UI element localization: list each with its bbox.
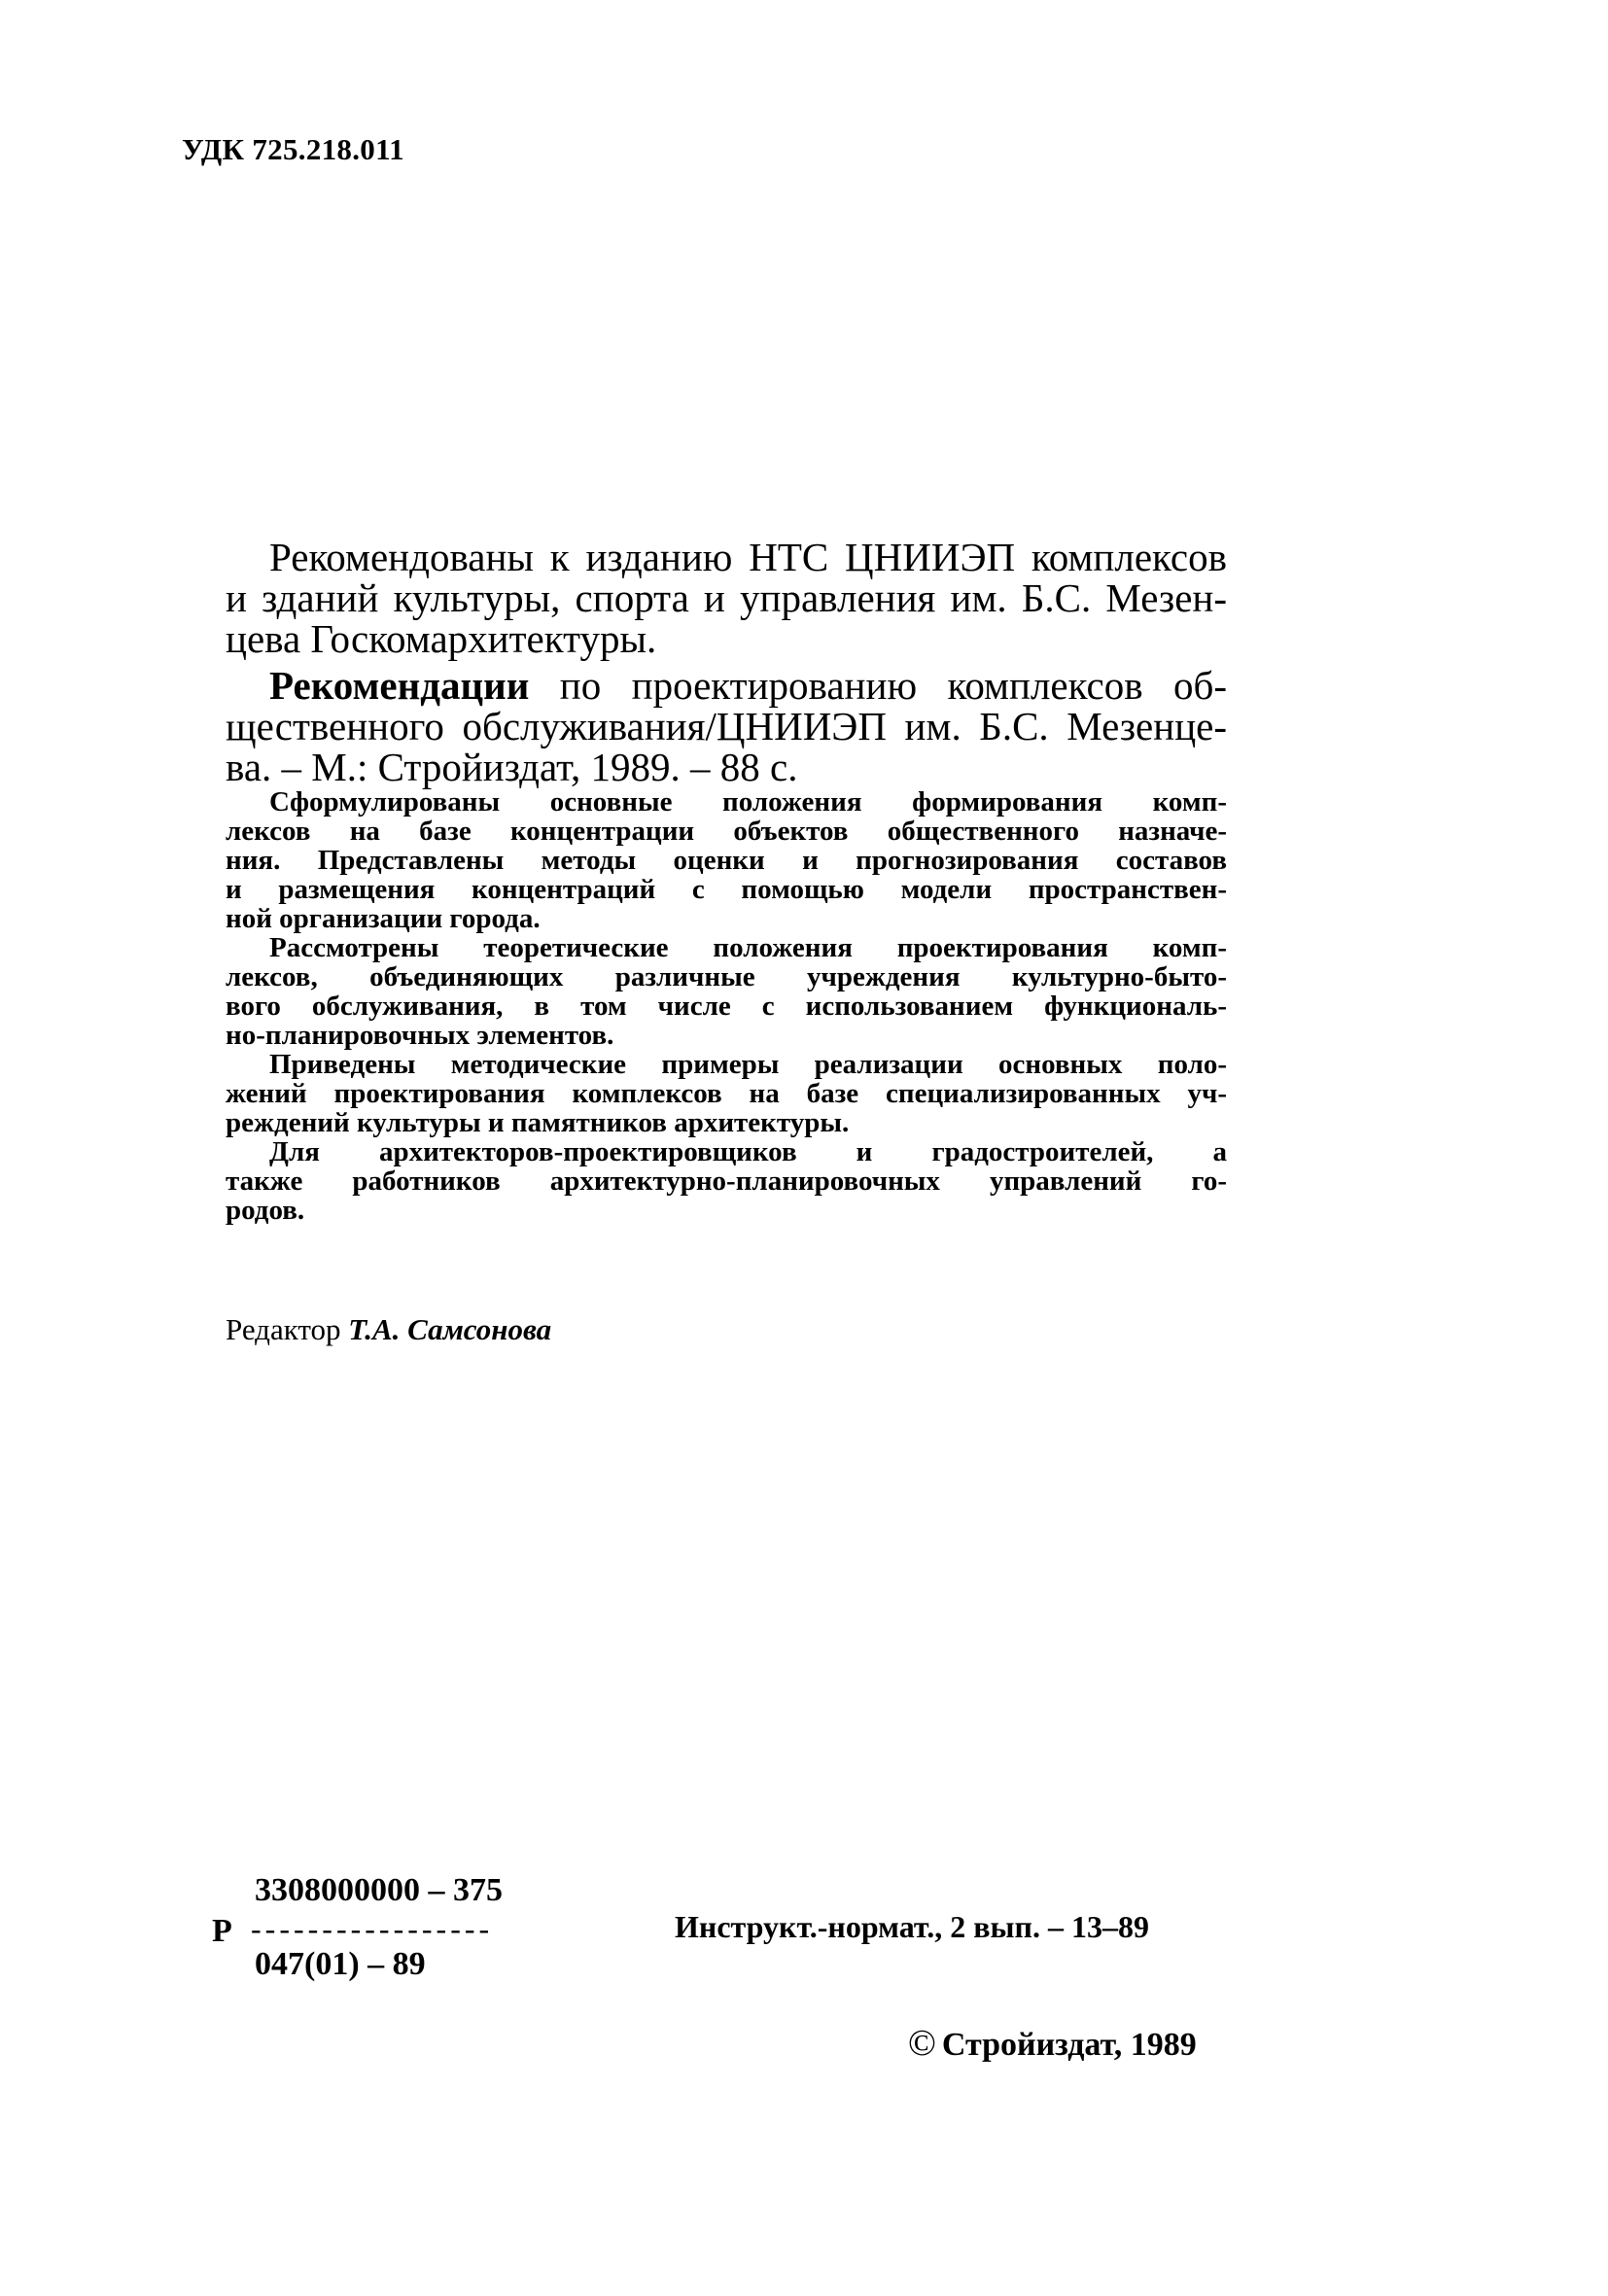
index-code-numerator: 3308000000 – 375 [255,1872,503,1908]
abstract-line: также работников архитектурно-планировочных управлений го- [226,1165,1227,1197]
abstract-line: Сформулированы основные положения формирования комп- [269,786,1227,818]
bibliographic-citation [226,665,1227,787]
abstract-line: лексов на базе концентрации объектов общественного назначе- [226,816,1227,847]
abstract-paragraph [226,1137,1227,1225]
citation-line: ва. – М.: Стройиздат, 1989. – 88 с. [226,745,798,789]
abstract-line: лексов, объединяющих различные учреждения культурно-быто- [226,961,1227,992]
editor-label: Редактор [226,1312,341,1346]
publication-recommendation [226,537,1227,659]
abstract-line: Для архитекторов-проектировщиков и градостроителей, а [269,1136,1227,1167]
abstract-paragraph [226,1050,1227,1137]
recommendation-line: цева Госкомархитектуры. [226,616,657,661]
abstract-paragraph [226,787,1227,933]
editor-credit [226,1312,551,1347]
index-code-fraction-line: ----------------- [251,1911,494,1946]
citation-line [226,665,1227,706]
index-code-letter: Р [212,1913,232,1949]
abstract-line: Рассмотрены теоретические положения проектирования комп- [269,932,1227,963]
editor-name: Т.А. Самсонова [348,1312,552,1346]
citation-title: Рекомендации [269,663,530,708]
udk-code: УДК 725.218.011 [182,132,404,166]
copyright-notice [908,2022,1197,2065]
abstract-line: Приведены методические примеры реализации основных поло- [269,1049,1227,1080]
citation-text: по проектированию комплексов об- [529,663,1227,708]
abstract-line: родов. [226,1195,305,1226]
recommendation-line: Рекомендованы к изданию НТС ЦНИИЭП комплексов [269,535,1227,579]
index-code-publication-plan: Инструкт.-нормат., 2 вып. – 13–89 [675,1909,1149,1944]
recommendation-line: и зданий культуры, спорта и управления им. Б.С. Мезен- [226,575,1227,620]
abstract-line: но-планировочных элементов. [226,1020,614,1051]
abstract-line: и размещения концентраций с помощью модели пространствен- [226,874,1227,905]
abstract-line: вого обслуживания, в том числе с использованием функциональ- [226,991,1227,1022]
index-code-denominator: 047(01) – 89 [255,1946,426,1982]
copyright-text: Стройиздат, 1989 [941,2027,1197,2063]
abstract-line: ния. Представлены методы оценки и прогнозирования составов [226,845,1227,876]
abstract-line: ной организации города. [226,903,541,934]
abstract [226,787,1227,1225]
abstract-paragraph [226,933,1227,1050]
citation-line: щественного обслуживания/ЦНИИЭП им. Б.С. Мезенце- [226,704,1227,748]
abstract-line: реждений культуры и памятников архитектуры. [226,1107,850,1138]
abstract-line: жений проектирования комплексов на базе специализированных уч- [226,1078,1227,1109]
copyright-icon: © [908,2023,936,2064]
